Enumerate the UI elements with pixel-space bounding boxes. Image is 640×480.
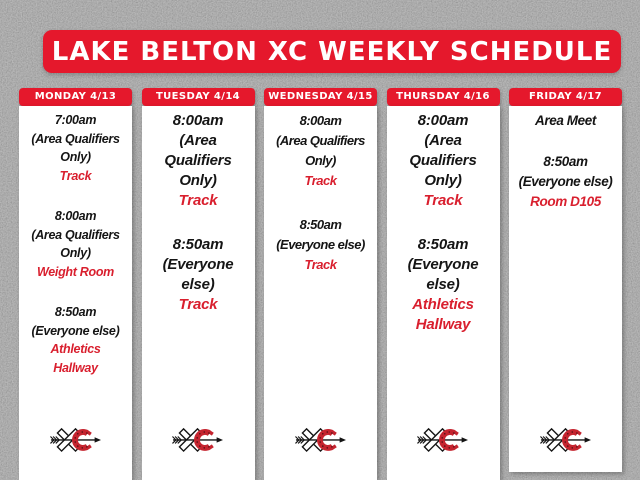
page-title-banner xyxy=(43,30,621,73)
location-text: Track xyxy=(178,192,218,209)
day-column-wednesday xyxy=(264,88,377,480)
schedule-block xyxy=(19,207,132,281)
location-text: Athletics xyxy=(50,342,101,356)
schedule-text: 8:00am xyxy=(172,112,224,129)
schedule-block xyxy=(142,235,255,315)
schedule-text: (Everyone xyxy=(407,256,479,273)
day-column-friday xyxy=(509,88,622,472)
schedule-block xyxy=(264,215,377,275)
schedule-text: (Everyone else) xyxy=(31,323,120,338)
schedule-text: else) xyxy=(181,276,215,293)
schedule-text: (Area xyxy=(179,132,217,149)
week-columns xyxy=(19,88,622,480)
location-text: Athletics xyxy=(412,296,474,313)
day-column-monday xyxy=(19,88,132,480)
schedule-text: (Everyone xyxy=(162,256,234,273)
location-text: Track xyxy=(304,173,337,188)
schedule-text: Only) xyxy=(60,246,91,260)
schedule-block xyxy=(387,235,500,335)
schedule-text: else) xyxy=(426,276,460,293)
xc-arrow-horseshoe-logo xyxy=(49,424,103,457)
day-header-wednesday: WEDNESDAY 4/15 xyxy=(264,88,377,106)
schedule-text: 8:50am xyxy=(543,154,588,169)
location-text: Track xyxy=(423,192,463,209)
schedule-text: 8:50am xyxy=(172,236,224,253)
location-text: Room D105 xyxy=(530,194,601,209)
day-card xyxy=(19,106,132,480)
schedule-text: 8:50am xyxy=(417,236,469,253)
schedule-text: (Area xyxy=(424,132,462,149)
xc-arrow-horseshoe-logo xyxy=(171,424,225,457)
xc-arrow-horseshoe-logo xyxy=(416,424,470,457)
location-text: Hallway xyxy=(415,316,471,333)
location-text: Track xyxy=(178,296,218,313)
schedule-text: (Everyone else) xyxy=(276,237,365,252)
schedule-text: 8:00am xyxy=(299,113,342,128)
schedule-text: Qualifiers xyxy=(164,152,232,169)
schedule-block xyxy=(509,152,622,212)
schedule-text: 7:00am xyxy=(54,113,97,127)
schedule-text: Area Meet xyxy=(535,113,596,128)
schedule-text: 8:00am xyxy=(54,209,97,223)
day-header-monday: MONDAY 4/13 xyxy=(19,88,132,106)
day-card xyxy=(387,106,500,480)
xc-arrow-horseshoe-logo xyxy=(539,424,593,457)
schedule-block xyxy=(509,111,622,131)
schedule-text: (Area Qualifiers xyxy=(31,227,120,242)
schedule-text: (Area Qualifiers xyxy=(31,131,120,146)
schedule-blocks xyxy=(509,111,622,212)
location-text: Track xyxy=(304,257,337,272)
xc-arrow-horseshoe-logo xyxy=(294,424,348,457)
schedule-block xyxy=(142,111,255,211)
schedule-blocks xyxy=(142,111,255,315)
day-header-tuesday: TUESDAY 4/14 xyxy=(142,88,255,106)
page-title: LAKE BELTON XC WEEKLY SCHEDULE xyxy=(51,36,613,67)
schedule-block xyxy=(19,303,132,377)
schedule-text: 8:50am xyxy=(299,217,342,232)
schedule-text: 8:50am xyxy=(54,305,97,319)
day-header-thursday: THURSDAY 4/16 xyxy=(387,88,500,106)
schedule-text: Only) xyxy=(179,172,217,189)
day-card xyxy=(142,106,255,480)
schedule-text: Only) xyxy=(60,150,91,164)
schedule-text: (Everyone else) xyxy=(518,174,613,189)
day-header-friday: FRIDAY 4/17 xyxy=(509,88,622,106)
day-card xyxy=(264,106,377,480)
schedule-blocks xyxy=(19,111,132,377)
schedule-block xyxy=(264,111,377,191)
day-column-tuesday xyxy=(142,88,255,480)
schedule-text: Only) xyxy=(424,172,462,189)
location-text: Track xyxy=(59,168,92,183)
schedule-text: (Area Qualifiers xyxy=(276,133,365,148)
location-text: Weight Room xyxy=(36,264,115,279)
schedule-blocks xyxy=(264,111,377,275)
schedule-text: Only) xyxy=(305,153,336,168)
schedule-block xyxy=(19,111,132,185)
location-text: Hallway xyxy=(53,360,98,375)
schedule-blocks xyxy=(387,111,500,335)
schedule-text: Qualifiers xyxy=(409,152,477,169)
schedule-block xyxy=(387,111,500,211)
day-column-thursday xyxy=(387,88,500,480)
schedule-text: 8:00am xyxy=(417,112,469,129)
day-card xyxy=(509,106,622,472)
